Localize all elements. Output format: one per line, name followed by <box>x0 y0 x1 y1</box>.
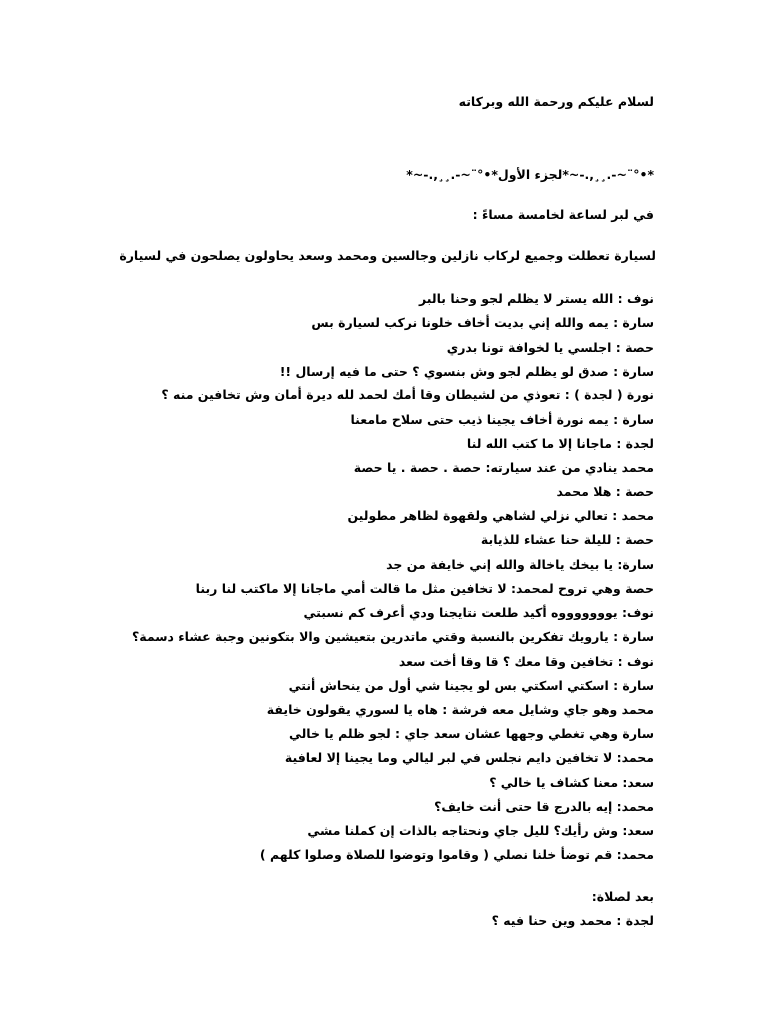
dialogue-line: سعد: معنا كشاف يا خالي ؟ <box>489 775 654 790</box>
dialogue-line: سعد: وش رأيك؟ لليل جاي ونحتاجه بالذات إن كملنا مشي <box>307 823 654 838</box>
greeting: لسلام عليكم ورحمة الله وبركاته <box>458 94 654 109</box>
dialogue-line: محمد ينادي من عند سيارته: حصة . حصة . يا حصة <box>353 460 654 475</box>
dialogue-line: سارة : يمه نورة أخاف يجينا ذيب حتى سلاح مامعنا <box>350 412 654 427</box>
dialogue-line: حصة وهي تروح لمحمد: لا تخافين مثل ما قالت أمي ماجانا إلا ماكتب لنا ربنا <box>195 581 654 596</box>
part-heading: *•°¨~-.¸¸,.-~*لجزء الأول*•°¨~-.¸¸,.-~* <box>406 167 654 182</box>
dialogue-line: نوف: يوووووووه أكيد طلعت نتايجنا ودي أعرف كم نسبتي <box>303 605 654 620</box>
dialogue-line: نوف : الله يستر لا يظلم لجو وحنا بالبر <box>419 291 654 306</box>
after-prayer-heading: بعد لصلاة: <box>591 889 654 904</box>
dialogue-line: حصة : هلا محمد <box>556 484 654 499</box>
scene-description: لسيارة تعطلت وجميع لركاب نازلين وجالسين ومحمد وسعد يحاولون يصلحون في لسيارة <box>119 248 656 263</box>
dialogue-line: نوف : تخافين وقا معك ؟ قا وقا أخت سعد <box>398 654 654 669</box>
dialogue-line: سارة : يمه والله إني بديت أخاف خلونا نركب لسيارة بس <box>311 315 654 330</box>
dialogue-line: محمد: قم توضأ خلنا نصلي ( وقاموا وتوضوا للصلاة وصلوا كلهم ) <box>259 847 654 862</box>
dialogue-line: سارة : صدق لو يظلم لجو وش بنسوي ؟ حتى ما فيه إرسال !! <box>279 364 654 379</box>
dialogue-line: محمد: إيه بالدرج قا حتى أنت خايف؟ <box>434 799 654 814</box>
dialogue-line: نورة ( لجدة ) : تعوذي من لشيطان وقا أمك لحمد لله ديرة أمان وش تخافين منه ؟ <box>161 387 654 402</box>
dialogue-line: سارة وهي تغطي وجهها عشان سعد جاي : لجو ظلم يا خالي <box>288 726 654 741</box>
dialogue-line: حصة : لليلة حنا عشاء للذيابة <box>480 532 654 547</box>
scene-time: في لبر لساعة لخامسة مساءً : <box>472 207 654 222</box>
dialogue-line: سارة : اسكتي اسكتي بس لو يجينا شي أول من ينحاش أنتي <box>288 678 654 693</box>
dialogue-line: لجدة : ماجانا إلا ما كتب الله لنا <box>466 436 654 451</box>
dialogue-line: حصة : اجلسي يا لخوافة تونا بدري <box>446 340 654 355</box>
dialogue-line: محمد : تعالي نزلي لشاهي ولقهوة لظاهر مطولين <box>347 508 654 523</box>
after-prayer-line: لجدة : محمد وين حنا فيه ؟ <box>491 913 654 928</box>
dialogue-line: محمد: لا تخافين دايم نجلس في لبر ليالي وما يجينا إلا لعافية <box>284 750 654 765</box>
dialogue-line: سارة: يا بيخك ياخالة والله إني خايفة من جد <box>386 557 654 572</box>
dialogue-line: سارة : يارويك تفكرين بالنسبة وقتي ماتدرين بتعيشين والا بتكونين وجبة عشاء دسمة؟ <box>132 629 654 644</box>
dialogue-line: محمد وهو جاي وشايل معه فرشة : هاه يا لسوري يقولون خايفة <box>266 702 654 717</box>
